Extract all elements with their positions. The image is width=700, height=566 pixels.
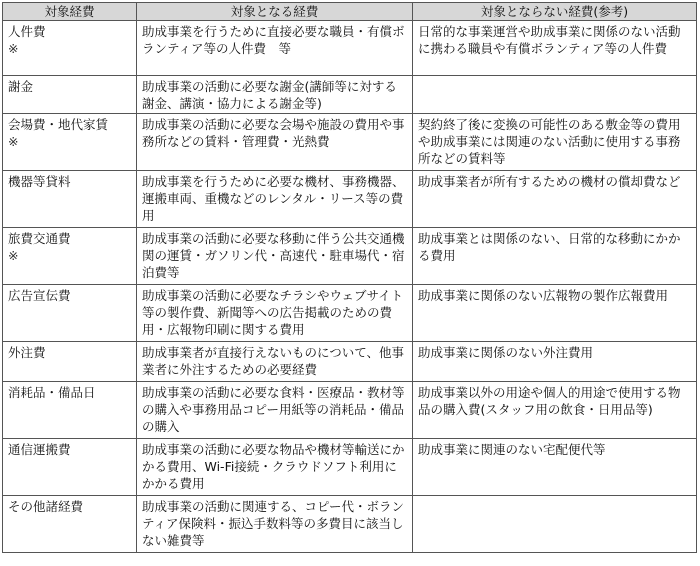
category-cell xyxy=(3,21,137,76)
covered-cell: 助成事業の活動に必要な物品や機材等輸送にかかる費用、Wi-Fi接続・クラウドソフト利用にかかる費用 xyxy=(137,439,413,496)
covered-cell: 助成事業の活動に必要な会場や施設の費用や事務所などの賃料・管理費・光熱費 xyxy=(137,114,413,171)
not-covered-cell: 助成事業とは関係のない、日常的な移動にかかる費用 xyxy=(413,228,697,285)
not-covered-cell: 助成事業に関係のない広報物の製作広報費用 xyxy=(413,285,697,342)
table-row xyxy=(3,171,697,228)
category-cell xyxy=(3,285,137,342)
note-mark: ※ xyxy=(8,134,19,149)
table-row xyxy=(3,228,697,285)
category-cell xyxy=(3,171,137,228)
category-label: 通信運搬費 xyxy=(8,442,71,457)
category-cell xyxy=(3,76,137,114)
not-covered-cell: 契約終了後に変換の可能性のある敷金等の費用や助成事業には関連のない活動に使用する事務所などの賃料等 xyxy=(413,114,697,171)
not-covered-cell: 日常的な事業運営や助成事業に関係のない活動に携わる職員や有償ボランティア等の人件費 xyxy=(413,21,697,76)
covered-cell: 助成事業を行うために必要な機材、事務機器、運搬車両、重機などのレンタル・リース等の費用 xyxy=(137,171,413,228)
table-row xyxy=(3,114,697,171)
not-covered-cell: 助成事業以外の用途や個人的用途で使用する物品の購入費(スタッフ用の飲食・日用品等) xyxy=(413,382,697,439)
not-covered-cell xyxy=(413,76,697,114)
category-label: 外注費 xyxy=(8,345,46,360)
category-cell xyxy=(3,114,137,171)
not-covered-cell: 助成事業に関係のない外注費用 xyxy=(413,342,697,382)
covered-cell: 助成事業の活動に必要な移動に伴う公共交通機関の運賃・ガソリン代・高速代・駐車場代・宿泊費等 xyxy=(137,228,413,285)
table-row xyxy=(3,342,697,382)
not-covered-cell: 助成事業に関連のない宅配便代等 xyxy=(413,439,697,496)
note-mark: ※ xyxy=(8,41,19,56)
table-row xyxy=(3,439,697,496)
covered-cell: 助成事業の活動に必要な謝金(講師等に対する謝金、講演・協力による謝金等) xyxy=(137,76,413,114)
category-label: 広告宣伝費 xyxy=(8,288,71,303)
covered-cell: 助成事業の活動に必要なチラシやウェブサイト等の製作費、新聞等への広告掲載のための費用・広報物印刷に関する費用 xyxy=(137,285,413,342)
category-cell xyxy=(3,496,137,553)
category-cell xyxy=(3,342,137,382)
covered-cell: 助成事業者が直接行えないものについて、他事業者に外注するための必要経費 xyxy=(137,342,413,382)
category-label: 会場費・地代家賃 xyxy=(8,117,109,132)
table-row xyxy=(3,496,697,553)
category-label: 人件費 xyxy=(8,24,46,39)
category-label: 機器等貸料 xyxy=(8,174,71,189)
expense-table xyxy=(2,2,697,553)
category-label: その他諸経費 xyxy=(8,499,84,514)
table-row xyxy=(3,76,697,114)
table-row xyxy=(3,21,697,76)
header-row xyxy=(3,3,697,21)
category-cell xyxy=(3,382,137,439)
header-not-covered: 対象とならない経費(参考) xyxy=(413,3,697,21)
covered-cell: 助成事業の活動に関連する、コピー代・ボランティア保険料・振込手数料等の多費目に該当しない雑費等 xyxy=(137,496,413,553)
category-cell xyxy=(3,228,137,285)
table-row xyxy=(3,285,697,342)
header-category: 対象経費 xyxy=(3,3,137,21)
table-row xyxy=(3,382,697,439)
category-label: 謝金 xyxy=(8,79,34,94)
covered-cell: 助成事業を行うために直接必要な職員・有償ボランティア等の人件費 等 xyxy=(137,21,413,76)
category-cell xyxy=(3,439,137,496)
not-covered-cell: 助成事業者が所有するための機材の償却費など xyxy=(413,171,697,228)
header-covered: 対象となる経費 xyxy=(137,3,413,21)
not-covered-cell xyxy=(413,496,697,553)
note-mark: ※ xyxy=(8,248,19,263)
covered-cell: 助成事業の活動に必要な食料・医療品・教材等の購入や事務用品コピー用紙等の消耗品・備品の購入 xyxy=(137,382,413,439)
category-label: 旅費交通費 xyxy=(8,231,71,246)
category-label: 消耗品・備品日 xyxy=(8,385,96,400)
